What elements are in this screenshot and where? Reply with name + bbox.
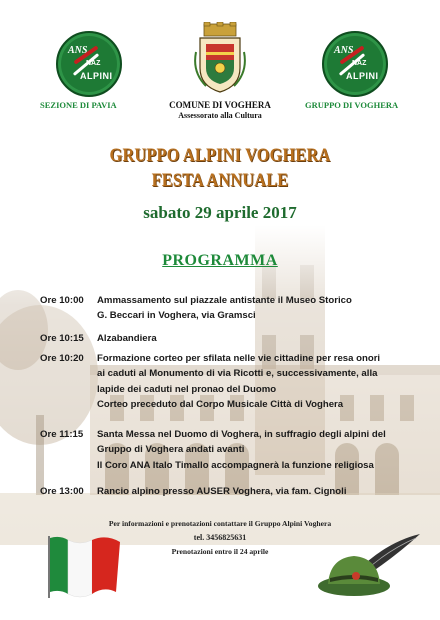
program-line: Ammassamento sul piazzale antistante il Museo Storico: [97, 295, 352, 306]
program-line: Formazione corteo per sfilata nelle vie cittadine per resa onori: [97, 353, 381, 364]
footer-info: Per informazioni e prenotazioni contattare il Gruppo Alpini Voghera: [108, 519, 332, 528]
left-header-label: SEZIONE DI PAVIA: [40, 100, 117, 110]
badge-ans-text: ANS: [68, 45, 88, 56]
right-header-label: GRUPPO DI VOGHERA: [305, 100, 399, 110]
program-description: [97, 351, 437, 412]
coat-of-arms-icon: [192, 22, 248, 94]
center-header-sublabel: Assessorato alla Cultura: [178, 111, 262, 120]
event-date: sabato 29 aprile 2017: [143, 203, 297, 222]
event-subtitle: FESTA ANNUALE: [151, 170, 289, 191]
program-line: Santa Messa nel Duomo di Voghera, in suffragio degli alpini del: [97, 429, 386, 440]
alpini-badge-icon: [322, 31, 388, 97]
event-title: GRUPPO ALPINI VOGHERA: [109, 145, 331, 166]
program-time: Ore 13:00: [40, 486, 84, 497]
program-description: [97, 484, 437, 499]
badge-naz-text: NAZ: [86, 60, 101, 67]
program-line: Rancio alpino presso AUSER Voghera, via fam. Cignoli: [97, 486, 347, 497]
program-description: [97, 331, 437, 346]
program-heading: PROGRAMMA: [162, 252, 278, 269]
program-description: [97, 427, 437, 473]
alpine-hat-icon: [316, 532, 426, 598]
program-line: Alzabandiera: [97, 333, 157, 344]
alpini-badge-icon: [56, 31, 122, 97]
badge-alpini-text: ALPINI: [346, 71, 379, 81]
italian-flag-icon: [46, 534, 126, 598]
footer-deadline: Prenotazioni entro il 24 aprile: [171, 547, 269, 556]
program-description: [97, 293, 437, 324]
program-line: Il Coro ANA Italo Timallo accompagnerà la funzione religiosa: [97, 459, 374, 471]
badge-ans-text: ANS: [334, 45, 354, 56]
program-time: Ore 11:15: [40, 429, 84, 440]
program-line: G. Beccari in Voghera, via Gramsci: [97, 310, 256, 322]
program-time: Ore 10:00: [40, 295, 84, 306]
program-line: ai caduti al Monumento di via Ricotti e, successivamente, alla: [97, 368, 378, 380]
badge-naz-text: NAZ: [352, 60, 367, 67]
program-time: Ore 10:15: [40, 333, 84, 344]
center-header-label: COMUNE DI VOGHERA: [169, 100, 271, 110]
footer-phone: tel. 3456825631: [193, 533, 247, 542]
program-line: Corteo preceduto dal Corpo Musicale Città di Voghera: [97, 398, 344, 410]
program-line: lapide dei caduti nel pronao del Duomo: [97, 383, 277, 395]
program-time: Ore 10:20: [40, 353, 84, 364]
program-line: Gruppo di Voghera andati avanti: [97, 444, 245, 456]
badge-alpini-text: ALPINI: [80, 71, 113, 81]
